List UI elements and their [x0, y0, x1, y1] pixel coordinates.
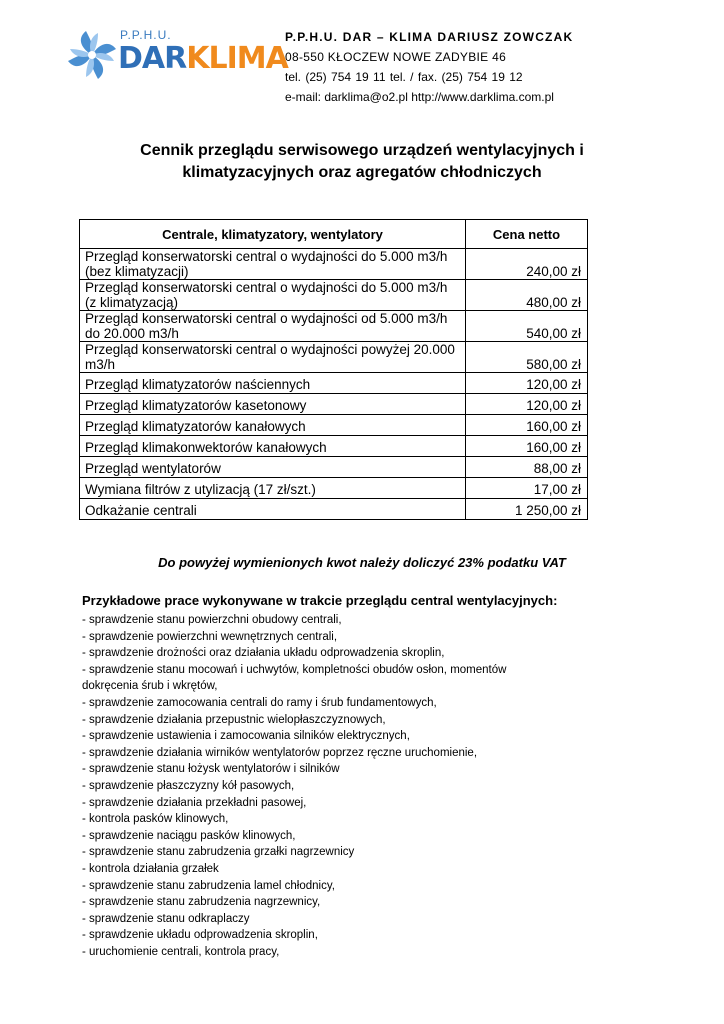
service-cell: Odkażanie centrali [80, 499, 466, 520]
list-item: - sprawdzenie płaszczyzny kół pasowych, [82, 779, 295, 792]
list-item: - sprawdzenie działania przepustnic wielopłaszczyznowych, [82, 713, 386, 726]
price-cell: 580,00 zł [466, 342, 588, 373]
logo-wordmark: DARKLIMA [118, 41, 288, 76]
list-item: - uruchomienie centrali, kontrola pracy, [82, 945, 280, 958]
price-cell: 480,00 zł [466, 280, 588, 311]
title-line-1: Cennik przeglądu serwisowego urządzeń wentylacyjnych i [140, 142, 584, 159]
vat-note: Do powyżej wymienionych kwot należy doliczyć 23% podatku VAT [158, 555, 566, 570]
service-cell: Przegląd wentylatorów [80, 457, 466, 478]
fan-logo-icon [64, 27, 120, 83]
works-heading: Przykładowe prace wykonywane w trakcie przeglądu central wentylacyjnych: [82, 593, 558, 608]
list-item: - sprawdzenie stanu mocowań i uchwytów, kompletności obudów osłon, momentów dokręcenia śrub i wkrętów, [82, 663, 507, 693]
price-cell: 160,00 zł [466, 415, 588, 436]
list-item: - sprawdzenie stanu zabrudzenia grzałki nagrzewnicy [82, 846, 355, 859]
works-list [82, 612, 552, 960]
table-row [80, 415, 588, 436]
service-cell: Wymiana filtrów z utylizacją (17 zł/szt.) [80, 478, 466, 499]
price-cell: 88,00 zł [466, 457, 588, 478]
price-cell: 120,00 zł [466, 394, 588, 415]
company-name: P.P.H.U. DAR – KLIMA DARIUSZ ZOWCZAK [285, 30, 574, 44]
table-row [80, 478, 588, 499]
logo-subtitle: P.P.H.U. [120, 28, 172, 42]
service-cell: Przegląd klimatyzatorów kasetonowy [80, 394, 466, 415]
list-item: - sprawdzenie stanu powierzchni obudowy centrali, [82, 614, 342, 626]
service-cell: Przegląd klimatyzatorów kanałowych [80, 415, 466, 436]
table-row [80, 249, 588, 280]
page-title [60, 140, 664, 184]
service-cell: Przegląd konserwatorski central o wydajności do 5.000 m3/h (bez klimatyzacji) [80, 249, 466, 280]
price-cell: 120,00 zł [466, 373, 588, 394]
list-item: - sprawdzenie powierzchni wewnętrznych centrali, [82, 630, 338, 643]
list-item: - sprawdzenie działania przekładni pasowej, [82, 796, 307, 809]
list-item: - sprawdzenie naciągu pasków klinowych, [82, 829, 296, 842]
list-item: - sprawdzenie drożności oraz działania układu odprowadzenia skroplin, [82, 647, 445, 660]
price-cell: 1 250,00 zł [466, 499, 588, 520]
table-row [80, 499, 588, 520]
service-cell: Przegląd konserwatorski central o wydajności od 5.000 m3/h do 20.000 m3/h [80, 311, 466, 342]
table-row [80, 342, 588, 373]
price-table [79, 219, 588, 520]
service-cell: Przegląd klimakonwektorów kanałowych [80, 436, 466, 457]
service-cell: Przegląd klimatyzatorów naściennych [80, 373, 466, 394]
company-info [285, 27, 573, 107]
company-phones: tel. (25) 754 19 11 tel. / fax. (25) 754 19 12 [285, 70, 523, 84]
price-cell: 540,00 zł [466, 311, 588, 342]
service-cell: Przegląd konserwatorski central o wydajności powyżej 20.000 m3/h [80, 342, 466, 373]
table-row [80, 280, 588, 311]
table-row [80, 457, 588, 478]
list-item: - sprawdzenie stanu zabrudzenia nagrzewnicy, [82, 896, 321, 909]
price-cell: 160,00 zł [466, 436, 588, 457]
table-row [80, 311, 588, 342]
list-item: - sprawdzenie stanu odkraplaczy [82, 912, 250, 925]
table-row [80, 394, 588, 415]
table-row [80, 373, 588, 394]
column-header-service: Centrale, klimatyzatory, wentylatory [80, 220, 466, 249]
price-cell: 240,00 zł [466, 249, 588, 280]
title-line-2: klimatyzacyjnych oraz agregatów chłodniczych [182, 164, 542, 181]
table-header-row [80, 220, 588, 249]
company-address: 08-550 KŁOCZEW NOWE ZADYBIE 46 [285, 50, 507, 64]
list-item: - kontrola pasków klinowych, [82, 813, 229, 826]
list-item: - sprawdzenie stanu łożysk wentylatorów i silników [82, 763, 340, 776]
list-item: - sprawdzenie stanu zabrudzenia lamel chłodnicy, [82, 879, 335, 892]
list-item: - sprawdzenie układu odprowadzenia skroplin, [82, 929, 318, 942]
list-item: - sprawdzenie zamocowania centrali do ramy i śrub fundamentowych, [82, 696, 437, 709]
table-row [80, 436, 588, 457]
column-header-price: Cena netto [466, 220, 588, 249]
company-logo [64, 27, 288, 83]
price-cell: 17,00 zł [466, 478, 588, 499]
service-cell: Przegląd konserwatorski central o wydajności do 5.000 m3/h (z klimatyzacją) [80, 280, 466, 311]
list-item: - sprawdzenie ustawienia i zamocowania silników elektrycznych, [82, 730, 410, 743]
list-item: - sprawdzenie działania wirników wentylatorów poprzez ręczne uruchomienie, [82, 746, 478, 759]
company-contact: e-mail: darklima@o2.pl http://www.darklima.com.pl [285, 90, 554, 104]
list-item: - kontrola działania grzałek [82, 862, 219, 875]
